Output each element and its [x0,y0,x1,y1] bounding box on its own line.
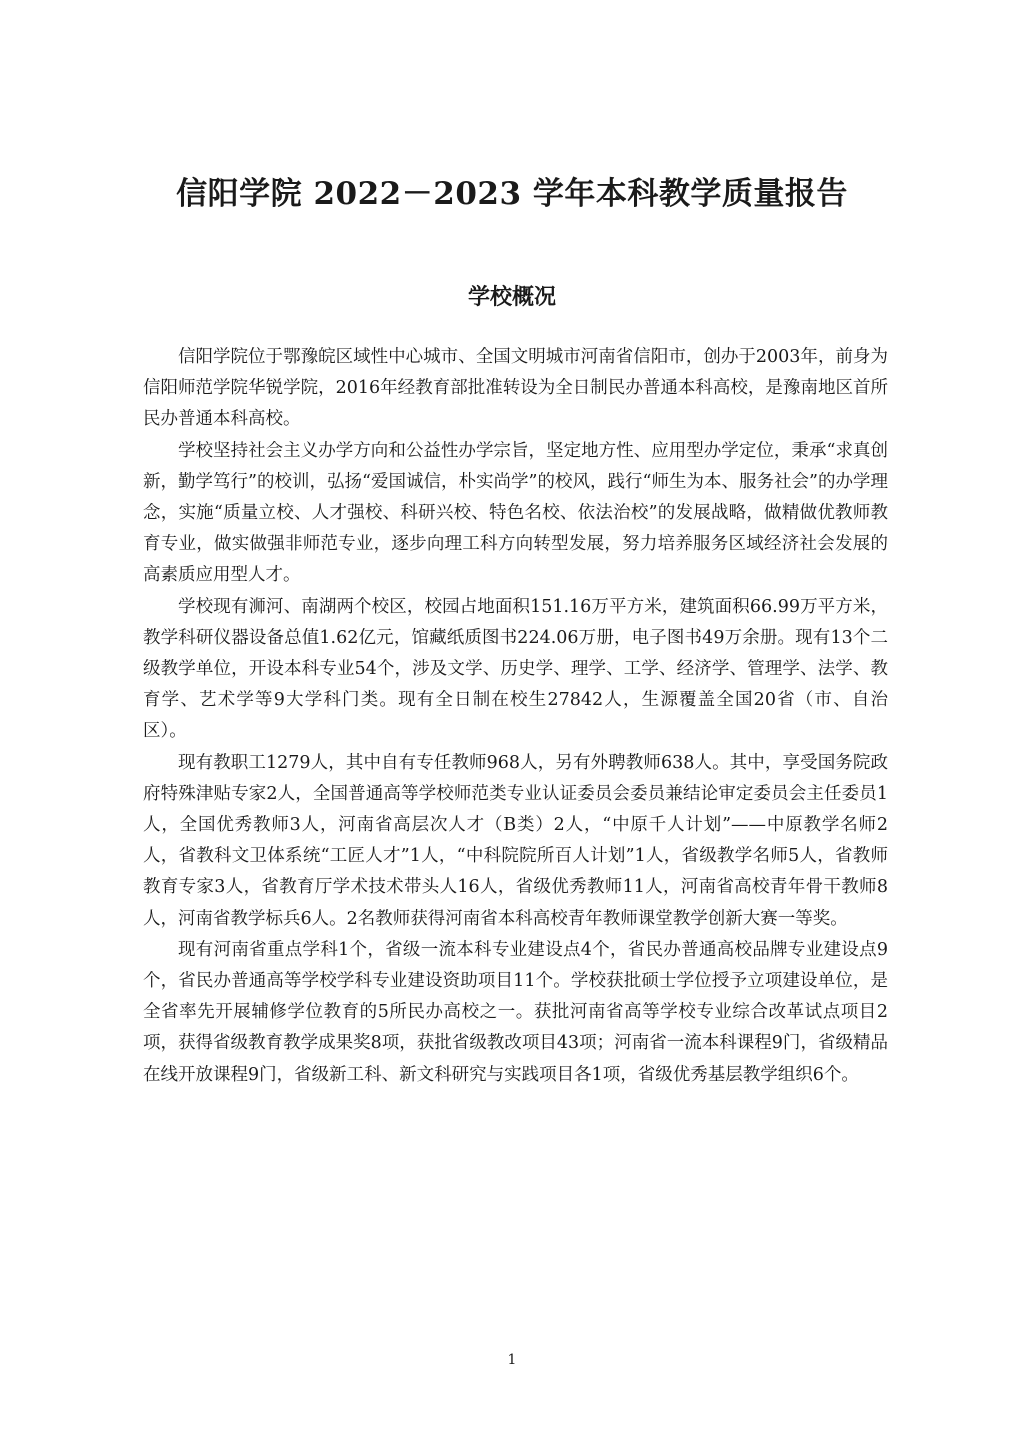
paragraph: 学校坚持社会主义办学方向和公益性办学宗旨，坚定地方性、应用型办学定位，秉承“求真创新，勤学笃行”的校训，弘扬“爱国诚信，朴实尚学”的校风，践行“师生为本、服务社会”的办学理念，实施“质量立校、人才强校、科研兴校、特色名校、依法治校”的发展战略，做精做优教师教育专业，做实做强非师范专业，逐步向理工科方向转型发展，努力培养服务区域经济社会发展的高素质应用型人才。 [143,440,888,586]
paragraph: 现有河南省重点学科1个，省级一流本科专业建设点4个，省民办普通高校品牌专业建设点9个，省民办普通高等学校学科专业建设资助项目11个。学校获批硕士学位授予立项建设单位，是全省率先开展辅修学位教育的5所民办高校之一。获批河南省高等学校专业综合改革试点项目2项，获得省级教育教学成果奖8项，获批省级教改项目43项；河南省一流本科课程9门，省级精品在线开放课程9门，省级新工科、新文科研究与实践项目各1项，省级优秀基层教学组织6个。 [143,939,888,1085]
paragraph: 信阳学院位于鄂豫皖区域性中心城市、全国文明城市河南省信阳市，创办于2003年，前身为信阳师范学院华锐学院，2016年经教育部批准转设为全日制民办普通本科高校，是豫南地区首所民办普通本科高校。 [143,347,888,430]
page-number: 1 [507,1352,517,1368]
paragraph: 现有教职工1279人，其中自有专任教师968人，另有外聘教师638人。其中，享受国务院政府特殊津贴专家2人，全国普通高等学校师范类专业认证委员会委员兼结论审定委员会主任委员1人，全国优秀教师3人，河南省高层次人才（B类）2人，“中原千人计划”——中原教学名师2人，省教科文卫体系统“工匠人才”1人，“中科院院所百人计划”1人，省级教学名师5人，省教师教育专家3人，省教育厅学术技术带头人16人，省级优秀教师11人，河南省高校青年骨干教师8人，河南省教学标兵6人。2名教师获得河南省本科高校青年教师课堂教学创新大赛一等奖。 [143,752,888,929]
section-title: 学校概况 [467,285,556,310]
paragraph: 学校现有浉河、南湖两个校区，校园占地面积151.16万平方米，建筑面积66.99万平方米，教学科研仪器设备总值1.62亿元，馆藏纸质图书224.06万册，电子图书49万余册。现有13个二级教学单位，开设本科专业54个，涉及文学、历史学、理学、工学、经济学、管理学、法学、教育学、艺术学等9大学科门类。现有全日制在校生27842人，生源覆盖全国20省（市、自治区）。 [143,596,888,742]
document-title: 信阳学院 2022－2023 学年本科教学质量报告 [176,176,848,212]
body-text [143,342,888,1091]
